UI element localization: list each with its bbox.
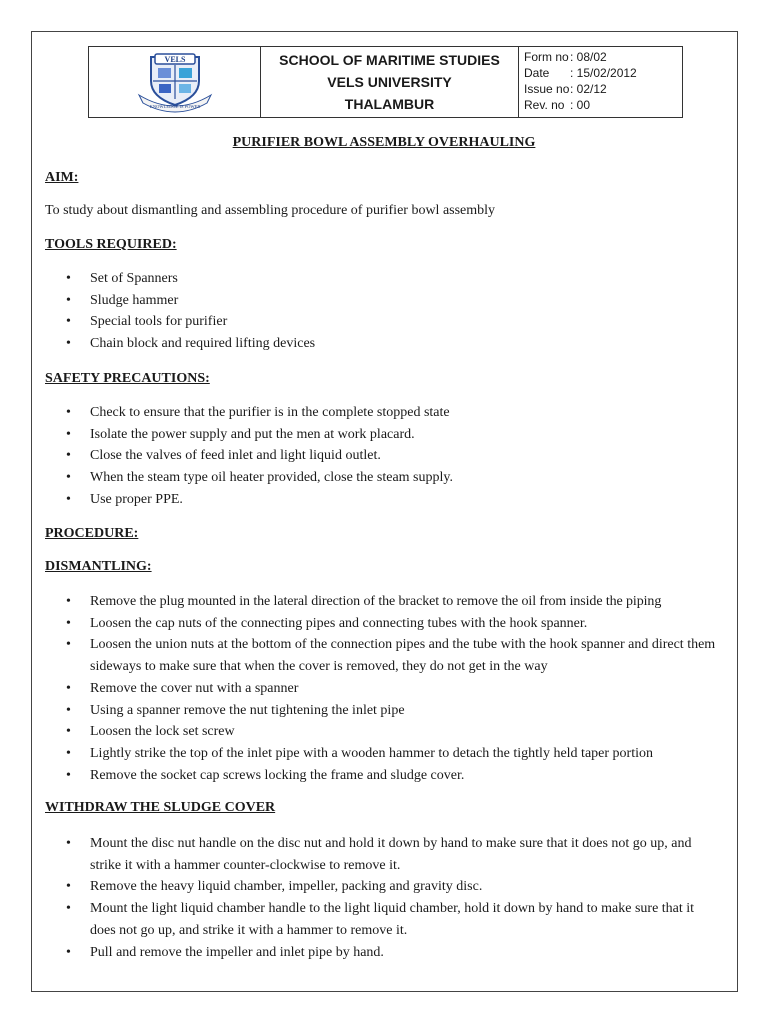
list-item: • Remove the cover nut with a spanner [60,678,720,700]
dismantling-heading: DISMANTLING: [45,559,152,574]
tools-heading: TOOLS REQUIRED: [45,237,177,252]
document-header [88,46,683,118]
dismantling-list [60,591,720,786]
issue-no-value: : 02/12 [570,82,607,96]
withdraw-heading: WITHDRAW THE SLUDGE COVER [45,800,276,815]
withdraw-list [60,833,720,963]
date-label: Date [524,66,550,80]
list-item: • Check to ensure that the purifier is in the complete stopped state [60,402,453,424]
school-name: SCHOOL OF MARITIME STUDIES [279,52,500,68]
form-no-row [524,49,682,65]
university-name: VELS UNIVERSITY [327,74,452,90]
list-item: • Mount the disc nut handle on the disc nut and hold it down by hand to make sure that it does not go up, and strike it with a hammer counter-clockwise to remove it. [60,833,720,876]
procedure-heading: PROCEDURE: [45,526,139,541]
vels-crest-icon [135,51,215,113]
list-item: • When the steam type oil heater provided, close the steam supply. [60,467,453,489]
aim-heading: AIM: [45,170,79,185]
svg-text:KNOWLEDGE IS POWER: KNOWLEDGE IS POWER [149,104,200,109]
date-row [524,65,682,81]
university-logo [89,47,261,117]
document-title: PURIFIER BOWL ASSEMBLY OVERHAULING [232,135,536,150]
list-item: • Chain block and required lifting devices [60,333,315,355]
date-value: : 15/02/2012 [570,66,637,80]
rev-no-row [524,97,682,113]
list-item: • Lightly strike the top of the inlet pipe with a wooden hammer to detach the tightly held taper portion [60,743,720,765]
list-item: • Using a spanner remove the nut tightening the inlet pipe [60,700,720,722]
rev-no-value: : 00 [570,98,591,112]
list-item: • Remove the plug mounted in the lateral direction of the bracket to remove the oil from inside the piping [60,591,720,613]
issue-no-row [524,81,682,97]
list-item: • Loosen the union nuts at the bottom of the connection pipes and the tube with the hook spanner and direct them sideways to make sure that when the cover is removed, they do not get in the way [60,634,720,677]
tools-list [60,268,315,355]
list-item: • Loosen the lock set screw [60,721,720,743]
list-item: • Isolate the power supply and put the men at work placard. [60,424,453,446]
list-item: • Mount the light liquid chamber handle to the light liquid chamber, hold it down by hand to make sure that it does not go up, and strike it with a hammer to remove it. [60,898,720,941]
rev-no-label: Rev. no [524,98,565,112]
list-item: • Remove the socket cap screws locking the frame and sludge cover. [60,765,720,787]
list-item: • Sludge hammer [60,290,315,312]
list-item: • Pull and remove the impeller and inlet pipe by hand. [60,942,720,964]
issue-no-label: Issue no [524,82,570,96]
list-item: • Close the valves of feed inlet and light liquid outlet. [60,445,453,467]
form-no-value: : 08/02 [570,50,607,64]
list-item: • Use proper PPE. [60,489,453,511]
safety-list [60,402,453,511]
institution-title [261,47,519,117]
list-item: • Remove the heavy liquid chamber, impeller, packing and gravity disc. [60,876,720,898]
form-no-label: Form no [524,50,569,64]
list-item: • Set of Spanners [60,268,315,290]
list-item: • Loosen the cap nuts of the connecting pipes and connecting tubes with the hook spanner. [60,613,720,635]
svg-text:VELS: VELS [164,55,185,64]
aim-text: To study about dismantling and assembling procedure of purifier bowl assembly [45,203,496,218]
campus-name: THALAMBUR [344,96,435,112]
safety-heading: SAFETY PRECAUTIONS: [45,371,210,386]
form-meta [519,47,682,117]
list-item: • Special tools for purifier [60,311,315,333]
